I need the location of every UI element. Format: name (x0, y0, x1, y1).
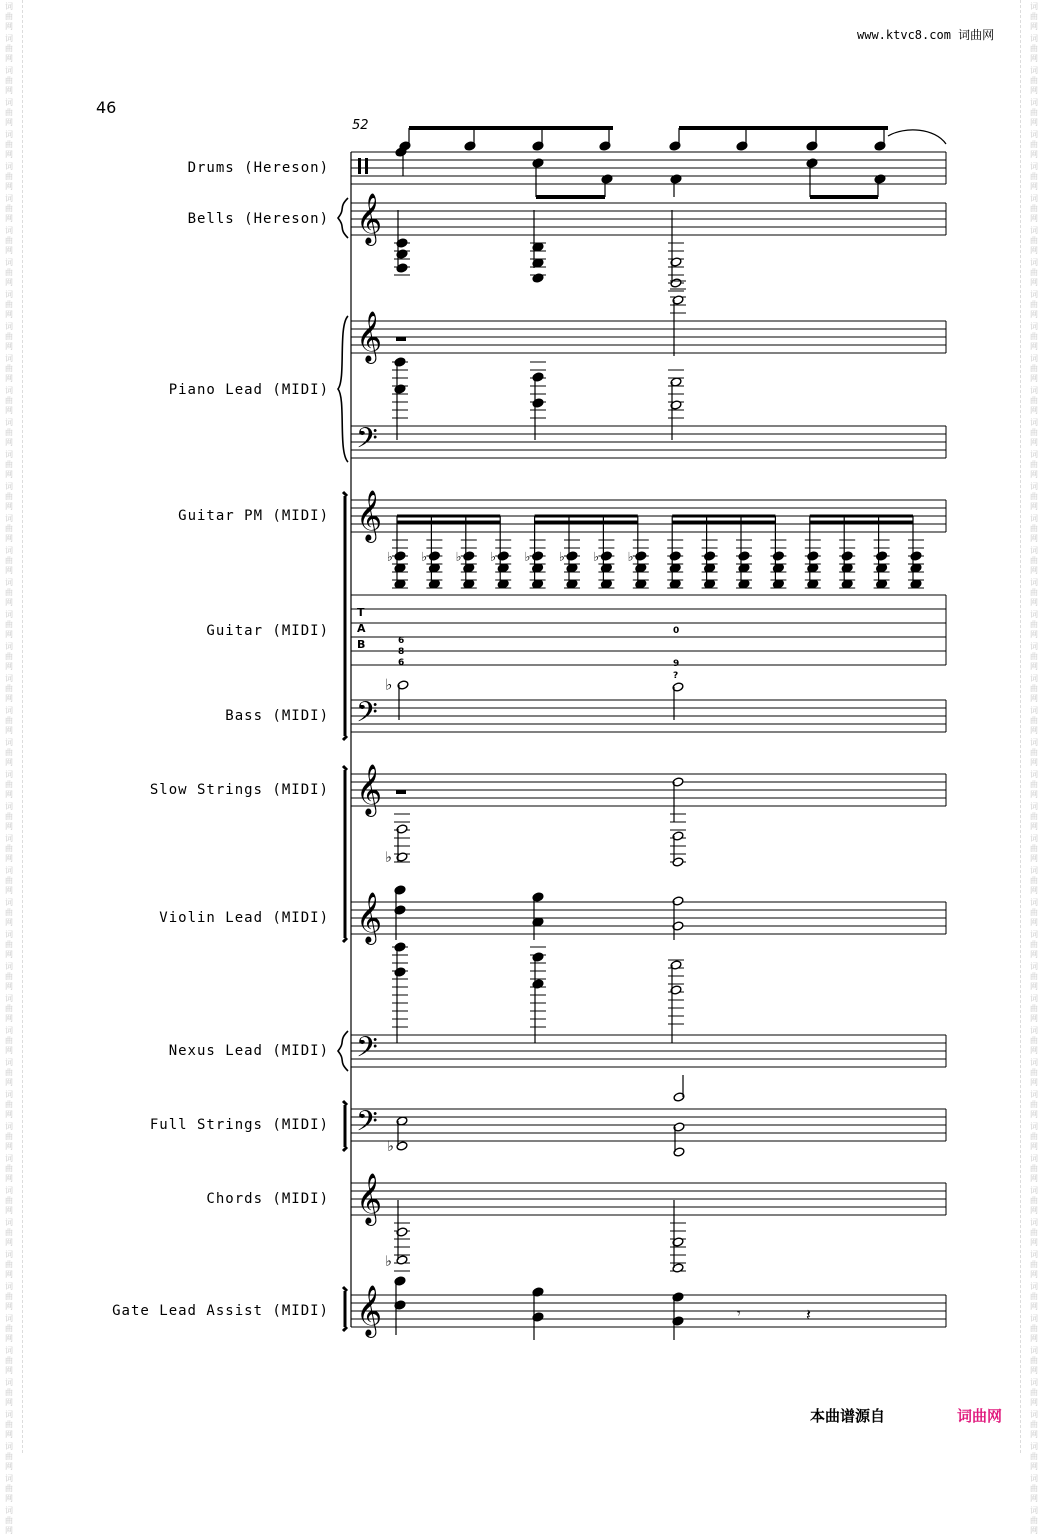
tab-fret-3: 6 (398, 658, 405, 668)
nexus-note (532, 979, 544, 989)
flat-sign: ♭ (386, 550, 394, 565)
piano-note (394, 384, 406, 394)
treble-clef-4: 𝄞 (356, 892, 383, 943)
staff-gate-lead-assist (351, 1295, 946, 1327)
guitar-pm-note (394, 551, 406, 561)
label-gate-lead-assist: Gate Lead Assist (MIDI) (112, 1303, 329, 1319)
piano-note (394, 357, 406, 367)
label-violin-lead: Violin Lead (MIDI) (159, 910, 329, 926)
bass-clef-3: 𝄢 (356, 1105, 378, 1145)
tab-letter-a: A (357, 622, 366, 635)
label-drums: Drums (Hereson) (187, 160, 329, 176)
measure-number: 52 (352, 118, 369, 133)
drum-note (601, 174, 613, 184)
flat-sign: ♭ (523, 550, 532, 565)
brace-bells (338, 198, 348, 238)
label-bass: Bass (MIDI) (225, 708, 329, 724)
guitar-pm-note (772, 551, 784, 561)
bracket-strings (343, 766, 347, 942)
drum-note (532, 158, 544, 168)
drum-note (874, 174, 886, 184)
bracket-guitars (343, 492, 347, 740)
tab-letter-t: T (357, 606, 365, 619)
flat-sign: ♭ (454, 550, 463, 565)
drum-note (670, 174, 682, 184)
brace-piano (338, 316, 348, 462)
nexus-note (394, 967, 406, 977)
label-guitar-pm: Guitar PM (MIDI) (178, 508, 329, 524)
brace-nexus (338, 1031, 348, 1071)
label-guitar: Guitar (MIDI) (206, 623, 329, 639)
label-chords: Chords (MIDI) (206, 1191, 329, 1207)
flat-sign: ♭ (384, 848, 394, 866)
drum-note (395, 147, 407, 157)
guitar-pm-note (807, 551, 819, 561)
label-piano-lead: Piano Lead (MIDI) (168, 382, 329, 398)
percussion-clef (365, 158, 368, 174)
half-rest (396, 337, 406, 341)
half-rest (396, 790, 406, 794)
tab-fret-4: 9 (673, 659, 680, 669)
guitar-pm-note (463, 551, 475, 561)
staff-piano-treble (351, 321, 946, 353)
staff-piano-bass (351, 426, 946, 458)
treble-clef-5: 𝄞 (356, 1173, 383, 1224)
footer-source-site[interactable]: 词曲网 (957, 1407, 1003, 1425)
bracket-full-strings (343, 1101, 347, 1151)
tab-letter-b: B (357, 638, 366, 651)
flat-sign: ♭ (592, 550, 601, 565)
guitar-pm-note (497, 551, 509, 561)
tie (888, 130, 946, 144)
tab-fret-mid: 0 (673, 626, 680, 636)
drum-note (806, 158, 818, 168)
site-url[interactable]: www.ktvc8.com (857, 28, 951, 42)
guitar-pm-note (669, 551, 681, 561)
staff-bass (351, 700, 946, 732)
flat-sign: ♭ (386, 1137, 396, 1155)
label-slow-strings: Slow Strings (MIDI) (149, 782, 329, 798)
tab-fret-5: ? (673, 671, 679, 681)
guitar-pm-note (910, 551, 922, 561)
staff-guitar-tab (351, 595, 946, 665)
staff-drums (351, 152, 946, 184)
page-number: 46 (96, 98, 117, 117)
guitar-pm-note (635, 551, 647, 561)
treble-clef-6: 𝄞 (356, 1285, 383, 1336)
bracket-gate-lead (343, 1287, 347, 1331)
bells-note (532, 273, 544, 283)
label-bells: Bells (Hereson) (187, 211, 329, 227)
guitar-pm-note (876, 551, 888, 561)
label-nexus-lead: Nexus Lead (MIDI) (168, 1043, 329, 1059)
staff-nexus-lead (351, 1035, 946, 1067)
bass-clef-2: 𝄢 (356, 1031, 378, 1071)
bass-clef-0: 𝄢 (356, 422, 378, 462)
quarter-rest: 𝄽 (806, 1305, 811, 1324)
percussion-clef (358, 158, 361, 174)
treble-clef-2: 𝄞 (356, 490, 383, 541)
guitar-pm-note (841, 551, 853, 561)
nexus-note (532, 952, 544, 962)
flat-sign: ♭ (420, 550, 429, 565)
guitar-pm-note (704, 551, 716, 561)
footer-source-label: 本曲谱源自 (810, 1407, 886, 1425)
treble-clef-0: 𝄞 (356, 193, 383, 244)
guitar-pm-note (532, 551, 544, 561)
right-watermark: 词 曲 网 词 曲 网 词 曲 网 词 曲 网 词 曲 网 词 曲 网 词 曲 网 词 曲 网 词 曲 网 词 曲 网 词 曲 网 词 曲 网 词 曲 网 词 曲 网 词 曲 网 词 曲 网 词 曲 网 词 曲 网 词 曲 网 词 曲 网 词 曲 网 词 曲 网 词 曲 网 词 曲 网 词 曲 网 词 曲 网 词 曲 网 词 曲 网 词 曲 网 词 曲 网 词 曲 网 词 曲 网 词 曲 网 词 曲 网 词 曲 网 词 曲 网 词 曲 网 词 曲 网 词 曲 网 词 曲 网 词 曲 网 词 曲 网 词 曲 网 词 曲 网 词 曲 网 词 曲 网 词 曲 网 词 曲 网 (1030, 2, 1038, 1535)
left-watermark: 词 曲 网 词 曲 网 词 曲 网 词 曲 网 词 曲 网 词 曲 网 词 曲 网 词 曲 网 词 曲 网 词 曲 网 词 曲 网 词 曲 网 词 曲 网 词 曲 网 词 曲 网 词 曲 网 词 曲 网 词 曲 网 词 曲 网 词 曲 网 词 曲 网 词 曲 网 词 曲 网 词 曲 网 词 曲 网 词 曲 网 词 曲 网 词 曲 网 词 曲 网 词 曲 网 词 曲 网 词 曲 网 词 曲 网 词 曲 网 词 曲 网 词 曲 网 词 曲 网 词 曲 网 词 曲 网 词 曲 网 词 曲 网 词 曲 网 词 曲 网 词 曲 网 词 曲 网 词 曲 网 词 曲 网 词 曲 网 (5, 2, 13, 1535)
piano-note (532, 372, 544, 382)
guitar-pm-note (428, 551, 440, 561)
flat-sign: ♭ (626, 550, 635, 565)
treble-clef-3: 𝄞 (356, 764, 383, 815)
flat-sign: ♭ (384, 675, 394, 694)
flat-sign: ♭ (384, 1252, 394, 1270)
treble-clef-1: 𝄞 (356, 311, 383, 362)
guitar-pm-note (566, 551, 578, 561)
staff-violin-lead (351, 902, 946, 934)
staff-full-strings (351, 1109, 946, 1141)
guitar-pm-note (600, 551, 612, 561)
staff-bells (351, 203, 946, 235)
flat-sign: ♭ (558, 550, 566, 565)
staff-slow-strings (351, 774, 946, 806)
eighth-rest: 𝄾 (737, 1306, 741, 1322)
staff-chords (351, 1183, 946, 1215)
site-name: 词曲网 (958, 28, 995, 42)
nexus-note (394, 942, 406, 952)
bass-clef-1: 𝄢 (356, 696, 378, 736)
tab-fret-1: 6 (398, 636, 405, 646)
guitar-pm-note (738, 551, 750, 561)
piano-note (532, 398, 544, 408)
tab-fret-2: 8 (398, 647, 405, 657)
flat-sign: ♭ (489, 550, 498, 565)
label-full-strings: Full Strings (MIDI) (149, 1117, 329, 1133)
